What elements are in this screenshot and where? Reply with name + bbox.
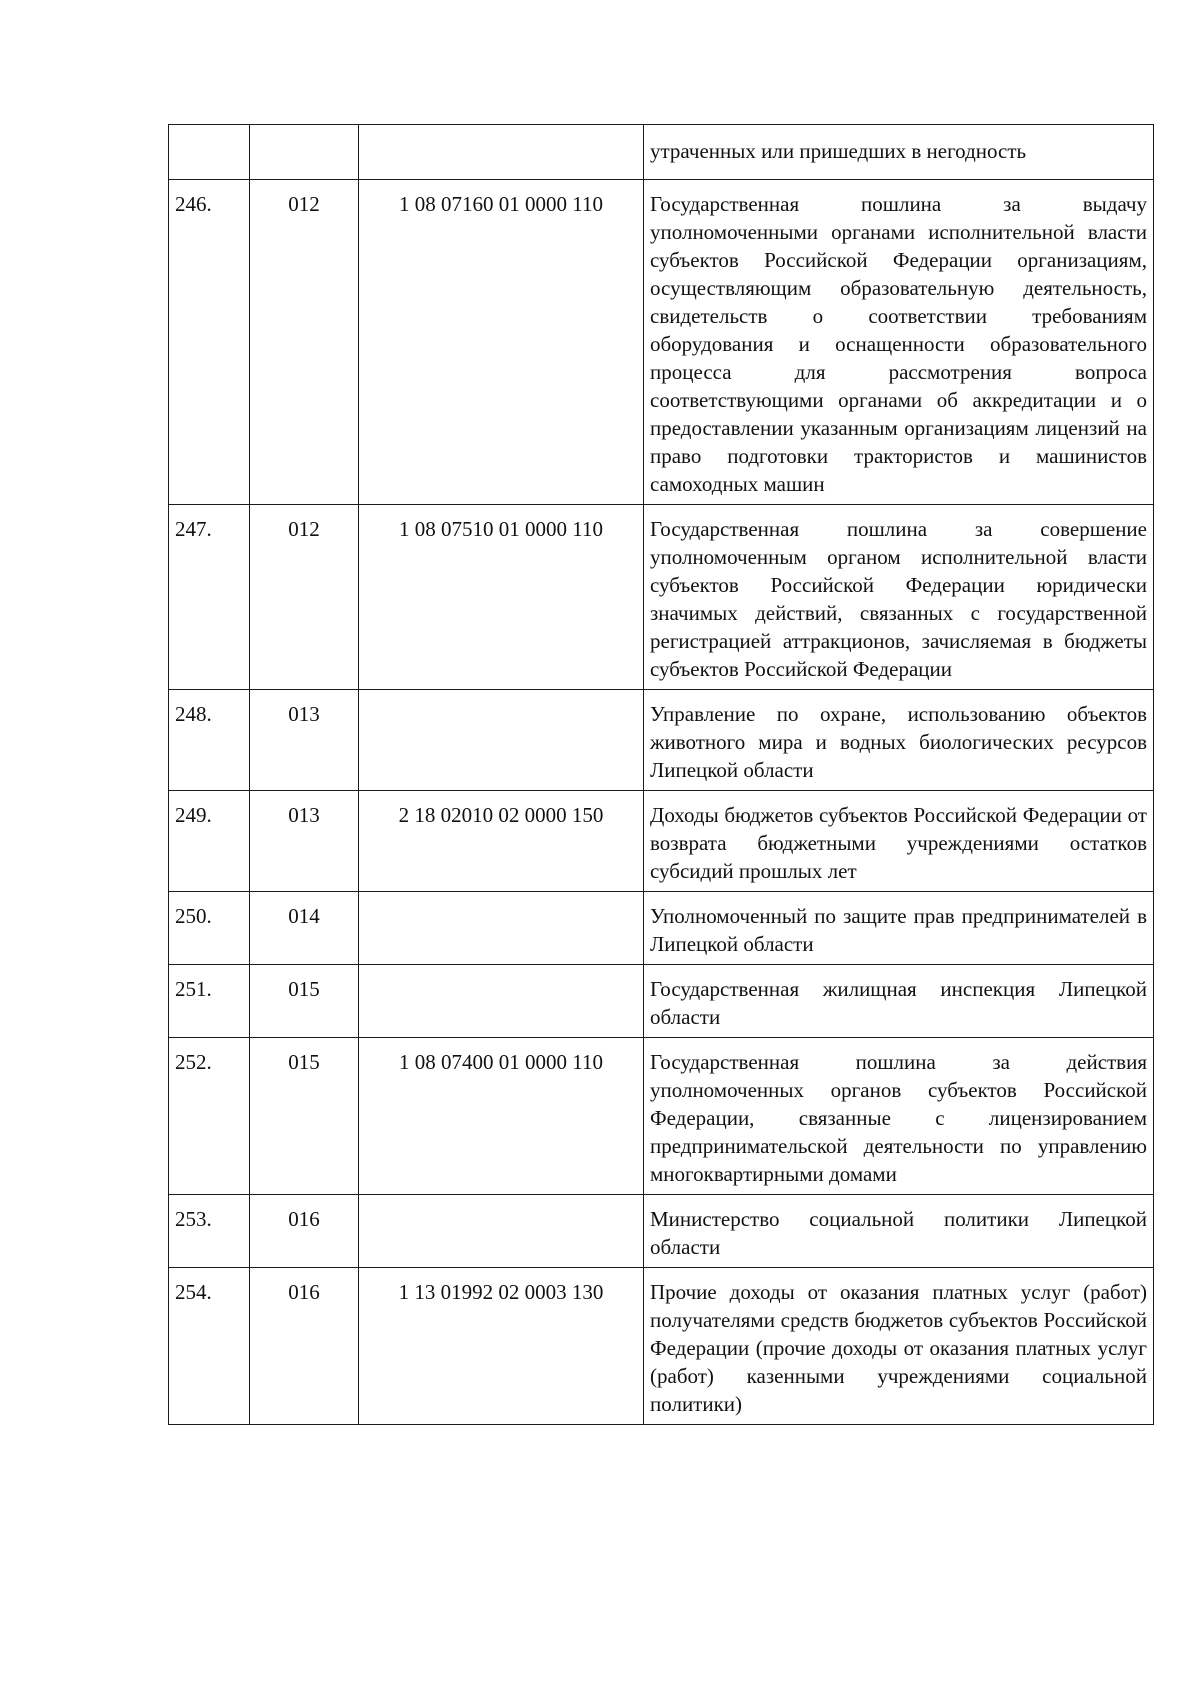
revenue-name: Государственная жилищная инспекция Липецкой области (644, 965, 1154, 1038)
row-number: 246. (169, 180, 250, 505)
revenue-name: Государственная пошлина за действия уполномоченных органов субъектов Российской Федерации, связанные с лицензированием предпринимательской деятельности по управлению многоквартирными домами (644, 1038, 1154, 1195)
table-row (169, 892, 1154, 965)
row-number: 254. (169, 1268, 250, 1425)
revenue-name: Уполномоченный по защите прав предпринимателей в Липецкой области (644, 892, 1154, 965)
row-number: 250. (169, 892, 250, 965)
revenue-code (359, 690, 644, 791)
table-row (169, 690, 1154, 791)
revenue-code: 1 13 01992 02 0003 130 (359, 1268, 644, 1425)
revenue-code (359, 125, 644, 180)
administrator-code: 016 (250, 1195, 359, 1268)
revenue-name: Министерство социальной политики Липецкой области (644, 1195, 1154, 1268)
table-row (169, 1038, 1154, 1195)
row-number: 249. (169, 791, 250, 892)
administrator-code: 015 (250, 1038, 359, 1195)
administrator-code: 016 (250, 1268, 359, 1425)
administrator-code: 012 (250, 505, 359, 690)
revenue-name: Доходы бюджетов субъектов Российской Федерации от возврата бюджетными учреждениями остатков субсидий прошлых лет (644, 791, 1154, 892)
administrator-code: 013 (250, 791, 359, 892)
revenue-code: 1 08 07510 01 0000 110 (359, 505, 644, 690)
revenue-code: 2 18 02010 02 0000 150 (359, 791, 644, 892)
table-row (169, 1268, 1154, 1425)
table-row (169, 791, 1154, 892)
row-number: 251. (169, 965, 250, 1038)
table-row (169, 1195, 1154, 1268)
revenue-name: утраченных или пришедших в негодность (644, 125, 1154, 180)
administrator-code (250, 125, 359, 180)
revenue-name: Управление по охране, использованию объектов животного мира и водных биологических ресурсов Липецкой области (644, 690, 1154, 791)
revenue-code (359, 1195, 644, 1268)
revenue-code (359, 965, 644, 1038)
administrator-code: 013 (250, 690, 359, 791)
revenue-code: 1 08 07160 01 0000 110 (359, 180, 644, 505)
row-number: 252. (169, 1038, 250, 1195)
administrator-code: 012 (250, 180, 359, 505)
revenue-codes-table (168, 124, 1154, 1425)
table-row (169, 505, 1154, 690)
row-number: 248. (169, 690, 250, 791)
row-number (169, 125, 250, 180)
table-row (169, 180, 1154, 505)
revenue-name: Прочие доходы от оказания платных услуг (работ) получателями средств бюджетов субъектов Российской Федерации (прочие доходы от оказания платных услуг (работ) казенными учреждениями социальной политики) (644, 1268, 1154, 1425)
administrator-code: 015 (250, 965, 359, 1038)
table-row (169, 965, 1154, 1038)
revenue-code (359, 892, 644, 965)
row-number: 247. (169, 505, 250, 690)
table-row (169, 125, 1154, 180)
row-number: 253. (169, 1195, 250, 1268)
administrator-code: 014 (250, 892, 359, 965)
revenue-code: 1 08 07400 01 0000 110 (359, 1038, 644, 1195)
revenue-name: Государственная пошлина за выдачу уполномоченными органами исполнительной власти субъектов Российской Федерации организациям, осуществляющим образовательную деятельность, свидетельств о соответствии требованиям оборудования и оснащенности образовательного процесса для рассмотрения вопроса соответствующими органами об аккредитации и о предоставлении указанным организациям лицензий на право подготовки трактористов и машинистов самоходных машин (644, 180, 1154, 505)
revenue-name: Государственная пошлина за совершение уполномоченным органом исполнительной власти субъектов Российской Федерации юридически значимых действий, связанных с государственной регистрацией аттракционов, зачисляемая в бюджеты субъектов Российской Федерации (644, 505, 1154, 690)
